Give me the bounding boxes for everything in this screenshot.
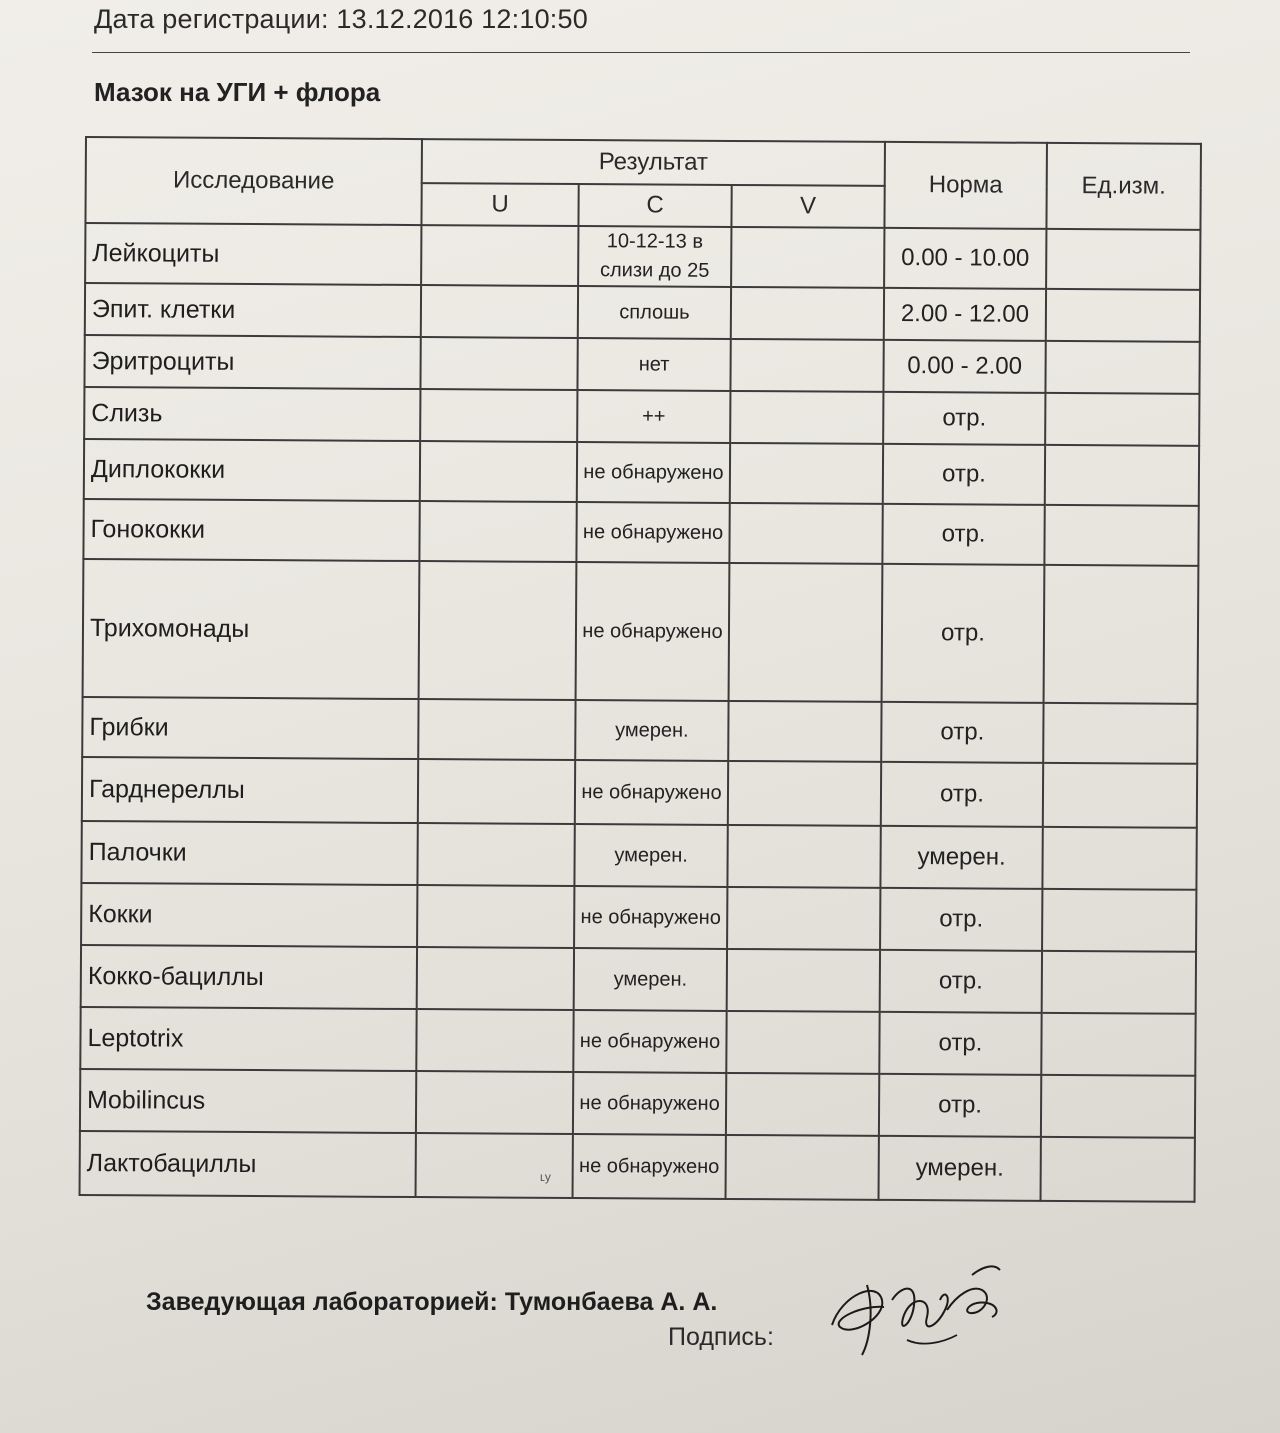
result-u — [420, 389, 577, 442]
result-v — [726, 1011, 879, 1074]
result-u — [418, 699, 575, 760]
signature-label: Подпись: — [668, 1323, 774, 1351]
study-name: Слизь — [84, 387, 420, 441]
norm-value: 0.00 - 10.00 — [884, 228, 1046, 289]
result-c: не обнаружено — [573, 1134, 726, 1199]
result-v — [726, 1073, 879, 1136]
table-row — [80, 1131, 1195, 1202]
table-row — [84, 439, 1199, 506]
result-v — [730, 391, 883, 444]
unit-value — [1043, 763, 1197, 828]
table-row — [85, 223, 1200, 290]
result-u — [416, 1133, 573, 1198]
unit-value — [1046, 229, 1200, 290]
result-c: не обнаружено — [576, 502, 729, 563]
result-c: умерен. — [575, 700, 728, 761]
norm-value: умерен. — [880, 826, 1042, 889]
registration-date: Дата регистрации: 13.12.2016 12:10:50 — [94, 4, 588, 34]
norm-value: отр. — [882, 564, 1045, 703]
header-c: C — [578, 184, 731, 227]
norm-value: отр. — [883, 444, 1045, 505]
study-name: Трихомонады — [83, 559, 420, 699]
unit-value — [1045, 393, 1199, 446]
norm-value: отр. — [882, 504, 1044, 565]
result-u — [416, 1071, 573, 1134]
result-v — [726, 1135, 879, 1200]
norm-value: отр. — [880, 950, 1042, 1013]
unit-value — [1044, 505, 1198, 566]
result-c: ++ — [577, 390, 730, 443]
result-u — [419, 561, 577, 700]
table-row — [83, 559, 1199, 704]
unit-value — [1045, 445, 1199, 506]
header-study: Исследование — [85, 137, 422, 225]
result-v — [731, 287, 884, 340]
study-name: Гонококки — [83, 499, 419, 561]
table-row — [82, 697, 1197, 764]
result-v — [730, 443, 883, 504]
result-c: нет — [577, 338, 730, 391]
result-v — [727, 949, 880, 1012]
result-v — [728, 701, 881, 762]
norm-value: 2.00 - 12.00 — [884, 288, 1046, 341]
result-v — [731, 227, 884, 288]
result-v — [727, 887, 880, 950]
unit-value — [1044, 565, 1199, 704]
unit-value — [1041, 1137, 1195, 1202]
result-v — [730, 339, 883, 392]
table-row — [81, 883, 1196, 952]
table-row — [84, 335, 1199, 394]
result-u — [421, 285, 578, 338]
study-name: Эпит. клетки — [85, 283, 421, 337]
table-row — [84, 387, 1199, 446]
result-u — [418, 759, 575, 824]
norm-value: умерен. — [879, 1136, 1041, 1201]
result-c: не обнаружено — [573, 1010, 726, 1073]
unit-value — [1041, 1013, 1195, 1076]
study-name: Кокко-бациллы — [81, 945, 417, 1009]
study-name: Кокки — [81, 883, 417, 947]
table-row — [83, 499, 1198, 566]
result-c: умерен. — [574, 948, 727, 1011]
header-result: Результат — [422, 139, 885, 186]
result-c: умерен. — [574, 824, 727, 887]
study-name: Диплококки — [84, 439, 420, 501]
study-name: Грибки — [82, 697, 418, 759]
result-c: не обнаружено — [574, 886, 727, 949]
norm-value: отр. — [879, 1074, 1041, 1137]
norm-value: отр. — [880, 888, 1042, 951]
result-c: сплошь — [578, 286, 731, 339]
study-name: Эритроциты — [84, 335, 420, 389]
result-v — [729, 503, 882, 564]
study-name: Лейкоциты — [85, 223, 421, 285]
results-table — [79, 136, 1202, 1203]
result-c: не обнаружено — [573, 1072, 726, 1135]
result-c: не обнаружено — [576, 562, 730, 701]
study-name: Лактобациллы — [80, 1131, 416, 1197]
unit-value — [1041, 1075, 1195, 1138]
result-c: не обнаружено — [577, 442, 730, 503]
result-u — [417, 885, 574, 948]
table-row — [81, 945, 1196, 1014]
handwritten-signature — [822, 1255, 1012, 1365]
unit-value — [1046, 289, 1200, 342]
result-v — [727, 825, 880, 888]
result-u — [417, 947, 574, 1010]
unit-value — [1042, 827, 1196, 890]
table-row — [80, 1069, 1195, 1138]
result-u — [420, 337, 577, 390]
result-c: 10-12-13 в слизи до 25 — [578, 226, 731, 287]
study-name: Mobilincus — [80, 1069, 416, 1133]
table-row — [82, 757, 1197, 828]
header-v: V — [731, 185, 884, 228]
norm-value: отр. — [881, 702, 1043, 763]
unit-value — [1045, 341, 1199, 394]
result-u — [416, 1009, 573, 1072]
header-unit: Ед.изм. — [1046, 143, 1201, 230]
document-title: Мазок на УГИ + флора — [94, 77, 381, 107]
study-name: Leptotrix — [80, 1007, 416, 1071]
norm-value: 0.00 - 2.00 — [883, 340, 1045, 393]
result-u — [419, 501, 576, 562]
unit-value — [1043, 703, 1197, 764]
table-row — [85, 283, 1200, 342]
result-v — [729, 563, 883, 702]
header-divider — [92, 52, 1190, 53]
unit-value — [1042, 951, 1196, 1014]
norm-value: отр. — [881, 762, 1043, 827]
result-c: не обнаружено — [575, 760, 728, 825]
result-v — [728, 761, 881, 826]
result-u — [420, 441, 577, 502]
head-of-lab: Заведующая лабораторией: Тумонбаева А. А. — [146, 1288, 718, 1316]
stray-mark: ʟy — [540, 1170, 551, 1184]
result-u — [421, 225, 578, 286]
study-name: Палочки — [81, 821, 417, 885]
table-row — [80, 1007, 1195, 1076]
norm-value: отр. — [883, 392, 1045, 445]
table-row — [81, 821, 1196, 890]
result-u — [417, 823, 574, 886]
norm-value: отр. — [879, 1012, 1041, 1075]
unit-value — [1042, 889, 1196, 952]
header-norm: Норма — [884, 142, 1047, 229]
header-u: U — [421, 183, 578, 226]
study-name: Гарднереллы — [82, 757, 418, 823]
